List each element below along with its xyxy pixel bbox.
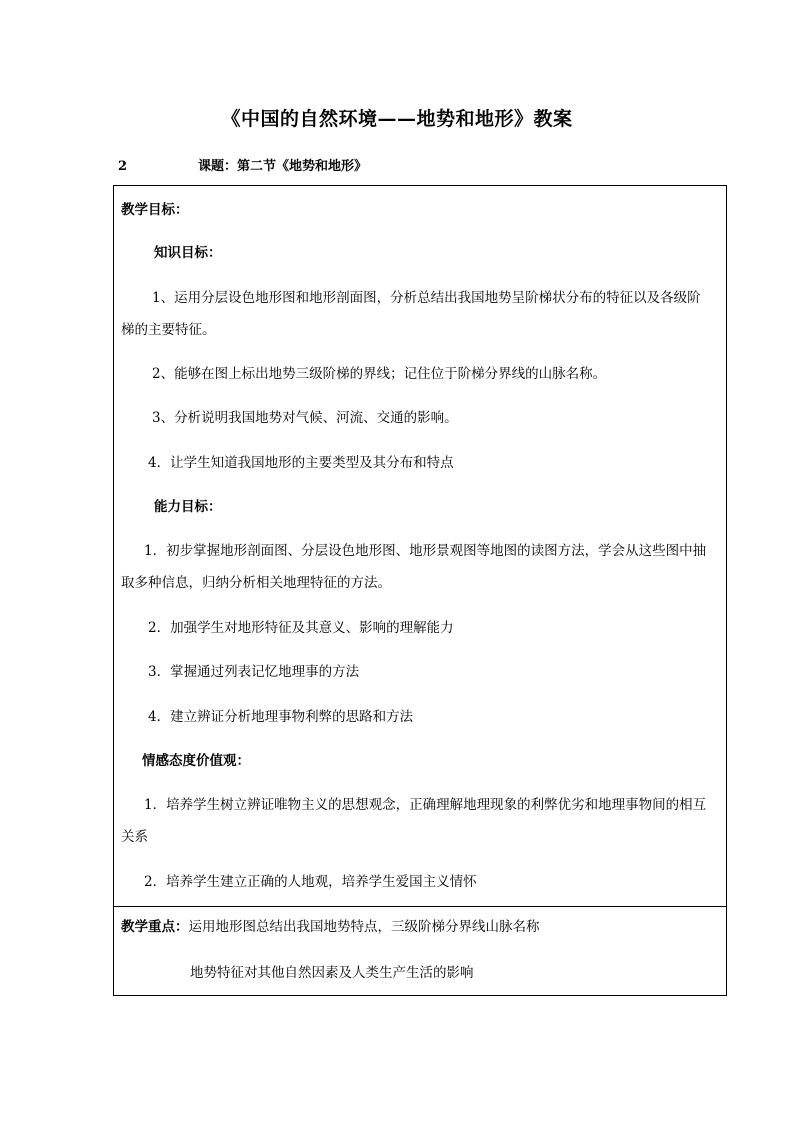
knowledge-item-3: 3、分析说明我国地势对气候、河流、交通的影响。 bbox=[152, 410, 458, 426]
attitude-heading: 情感态度价值观： bbox=[142, 753, 250, 769]
lesson-header bbox=[118, 155, 367, 174]
knowledge-heading: 知识目标： bbox=[154, 245, 222, 261]
attitude-item-2: 2．培养学生建立正确的人地观，培养学生爱国主义情怀 bbox=[144, 874, 477, 890]
knowledge-item-2: 2、能够在图上标出地势三级阶梯的界线；记住位于阶梯分界线的山脉名称。 bbox=[152, 366, 607, 382]
key-points-line-2: 地势特征对其他自然因素及人类生产生活的影响 bbox=[190, 965, 474, 981]
ability-item-1-line-1: 1．初步掌握地形剖面图、分层设色地形图、地形景观图等地图的读图方法，学会从这些图中抽 bbox=[144, 543, 707, 559]
ability-item-4: 4．建立辨证分析地理事物利弊的思路和方法 bbox=[148, 709, 414, 725]
key-points-heading: 教学重点： bbox=[121, 919, 189, 935]
lesson-topic: 课题：第二节《地势和地形》 bbox=[198, 159, 368, 174]
lesson-number: 2 bbox=[118, 159, 128, 174]
document-title: 《中国的自然环境——地势和地形》教案 bbox=[221, 108, 573, 130]
knowledge-item-1-line-2: 梯的主要特征。 bbox=[121, 322, 216, 338]
ability-item-1-line-2: 取多种信息，归纳分析相关地理特征的方法。 bbox=[121, 575, 391, 591]
ability-item-2: 2．加强学生对地形特征及其意义、影响的理解能力 bbox=[148, 620, 454, 636]
key-points-line-1 bbox=[121, 915, 540, 935]
knowledge-item-1-line-1: 1、运用分层设色地形图和地形剖面图，分析总结出我国地势呈阶梯状分布的特征以及各级阶 bbox=[152, 290, 701, 306]
key-points-text-1: 运用地形图总结出我国地势特点，三级阶梯分界线山脉名称 bbox=[188, 919, 540, 935]
objectives-table-cell bbox=[113, 185, 727, 907]
key-points-table-cell bbox=[113, 906, 727, 996]
knowledge-item-4: 4．让学生知道我国地形的主要类型及其分布和特点 bbox=[148, 455, 454, 471]
attitude-item-1-line-2: 关系 bbox=[121, 829, 148, 845]
ability-item-3: 3．掌握通过列表记忆地理事的方法 bbox=[148, 664, 360, 680]
objectives-heading: 教学目标： bbox=[121, 202, 189, 218]
attitude-item-1-line-1: 1．培养学生树立辨证唯物主义的思想观念，正确理解地理现象的利弊优劣和地理事物间的相互 bbox=[144, 797, 707, 813]
ability-heading: 能力目标： bbox=[154, 499, 222, 515]
